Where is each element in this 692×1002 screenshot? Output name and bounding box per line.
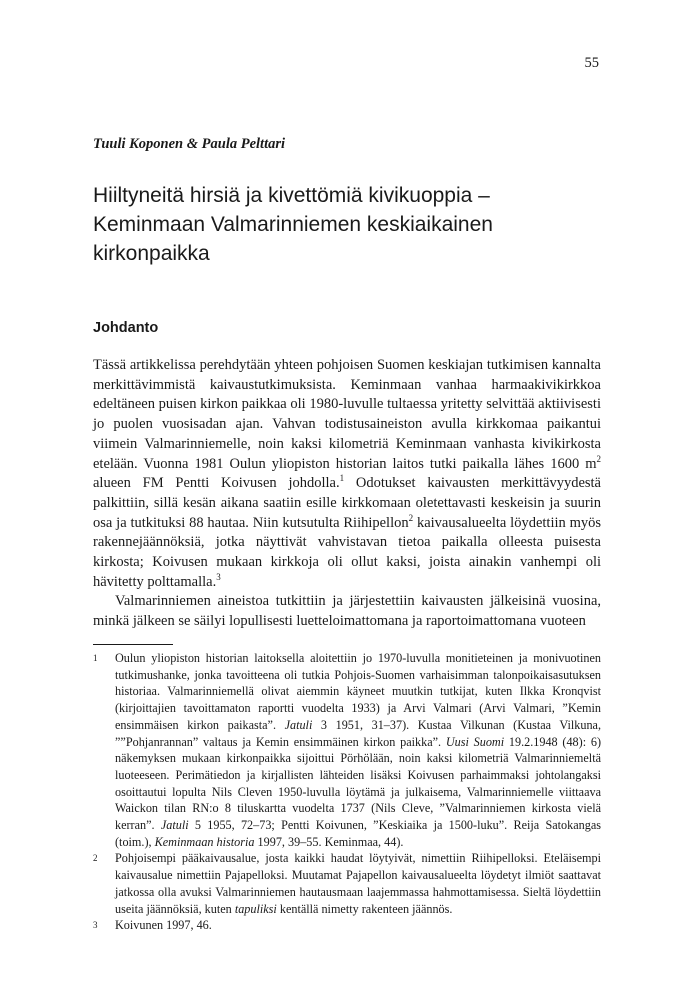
page-number: 55 [584, 55, 599, 71]
footnote-2 [93, 850, 601, 917]
paragraph-1 [93, 356, 601, 592]
footnote-1-part-c: 19.2.1948 (48): 6) näkemyksen mukaan kirkonpaikka sijoittui Pörhölään, noin kaksi kilometriä Valmarinniemeltä luoteeseen. Perimätiedon ja kirjallisten lähteiden lisäksi Koivusen parhaimmaksi johtolangaksi osoittautui lopulta Nils Cleven 1950-luvulla löytämä ja julkaisema, Valmarinniemelle viittaava Waickon tilan RN:o 8 tiluskartta vuodelta 1737 (Nils Cleve, ”Valmarinniemen kirkosta vielä kerran”. [115, 734, 601, 833]
footnote-separator [93, 644, 173, 645]
title-line-1: Hiiltyneitä hirsiä ja kivettömiä kivikuoppia – [93, 184, 490, 207]
footnote-1 [93, 650, 601, 850]
footnote-ref-1[interactable]: 1 [339, 473, 345, 484]
footnote-3 [93, 917, 601, 934]
footnote-1-part-b: 3 1951, 31–37). Kustaa Vilkunan (Kustaa Vilkuna, ””Pohjanrannan” valtaus ja Kemin ensimmäinen kirkon paikka”. [115, 717, 601, 749]
paragraph-2: Valmarinniemen aineistoa tutkittiin ja järjestettiin kaivausten jälkeisinä vuosina, minkä jälkeen se säilyi lopullisesti luetteloimattomana ja raportoimattomana vuoteen [93, 593, 601, 630]
footnote-1-part-d: 5 1955, 72–73; Pentti Koivunen, ”Keskiaika ja 1500-luku”. Reija Satokangas (toim.), [115, 818, 601, 849]
footnotes [93, 650, 601, 934]
footnote-1-part-a: Oulun yliopiston historian laitoksella aloitettiin jo 1970-luvulla monitieteinen ja monivuotinen tutkimushanke, jonka tavoitteena oli tutkia Pohjois-Suomen varhaisimman talonpoikaisasutuksen historiaa. Valmarinniemellä olivat aiemmin käyneet muutkin tutkijat, kuten Ilkka Kronqvist (kirjoittajien tavoittamaton raportti vuodelta 1933) ja Arvi Valmari (Arvi Valmari, ”Kemin ensimmäisen kirkon paikasta”. [115, 651, 601, 732]
footnote-ref-2[interactable]: 2 [408, 512, 414, 523]
footnote-2-italic-1: tapuliksi [234, 901, 277, 916]
footnote-1-italic-4: Keminmaan historia [154, 834, 255, 849]
footnote-2-part-b: kentällä nimetty rakenteen jäännös. [276, 901, 453, 916]
footnote-1-part-e: 1997, 39–55. Keminmaa, 44). [254, 834, 404, 849]
title-line-3: kirkonpaikka [93, 242, 210, 265]
footnote-1-number: 1 [93, 653, 98, 663]
footnote-ref-3[interactable]: 3 [216, 571, 221, 582]
footnote-1-text [115, 650, 601, 850]
section-heading: Johdanto [93, 320, 159, 336]
footnote-1-italic-1: Jatuli [284, 717, 313, 732]
footnote-3-number: 3 [93, 920, 98, 931]
paragraph-1-part-4: kaivausalueelta löydettiin myös rakennejäännöksiä, jotka näyttivät vahvistavan tietoa paikalla olleesta puisesta kirkosta; Koivusen mukaan kirkkoja oli ollut kaksi, joista ainakin vanhempi oli hävitetty polttamalla. [93, 514, 602, 590]
article-authors: Tuuli Koponen & Paula Pelttari [93, 136, 286, 152]
superscript-m2: 2 [596, 453, 601, 464]
footnote-2-number: 2 [93, 853, 98, 864]
article-title [93, 181, 613, 268]
footnote-1-italic-3: Jatuli [160, 818, 189, 833]
paragraph-1-part-3: Odotukset kaivausten merkittävyydestä palkittiin, sillä kesän aikana saatiin esille kirkkomaan oletettavasti keskeisin ja suurin osa ja tutkituksi 88 hautaa. Niin kutsutulta Riihipellon [93, 475, 601, 531]
footnote-1-italic-2: Uusi Suomi [445, 734, 505, 749]
paragraph-1-part-1: Tässä artikkelissa perehdytään yhteen pohjoisen Suomen keskiajan tutkimisen kannalta merkittävimmistä kaivaustutkimuksista. Keminmaan vanhaa harmaakivikirkkoa edeltäneen puisen kirkon paikkaa oli 1980-luvulle tultaessa yritetty selvittää aktiivisesti jo puolen vuosisadan ajan. Vahvan todistusaineiston avulla kirkkomaa paikantui viimein Valmarinniemelle, noin kaksi kilometriä Keminmaan vanhasta kivikirkosta etelään. Vuonna 1981 Oulun yliopiston historian laitos tutki paikalla lähes 1600 m [93, 357, 601, 472]
footnote-2-text [115, 850, 601, 917]
body-text [93, 356, 601, 632]
title-line-2: Keminmaan Valmarinniemen keskiaikainen [93, 213, 493, 236]
footnote-2-part-a: Pohjoisempi pääkaivausalue, josta kaikki haudat löytyivät, nimettiin Riihipelloksi. Eteläisempi kaivausalue nimettiin Pajapelloksi. Muutamat Pajapellon kaivausalueelta löydetyt ilmiöt saattavat jatkossa olla avuksi Valmarinniemen hautausmaan laajemmassa hahmottamisessa. Sieltä löydettiin useita jäännöksiä, kuten [115, 851, 601, 916]
paragraph-1-part-2: alueen FM Pentti Koivusen johdolla. [93, 475, 340, 492]
footnote-3-text: Koivunen 1997, 46. [115, 918, 212, 933]
